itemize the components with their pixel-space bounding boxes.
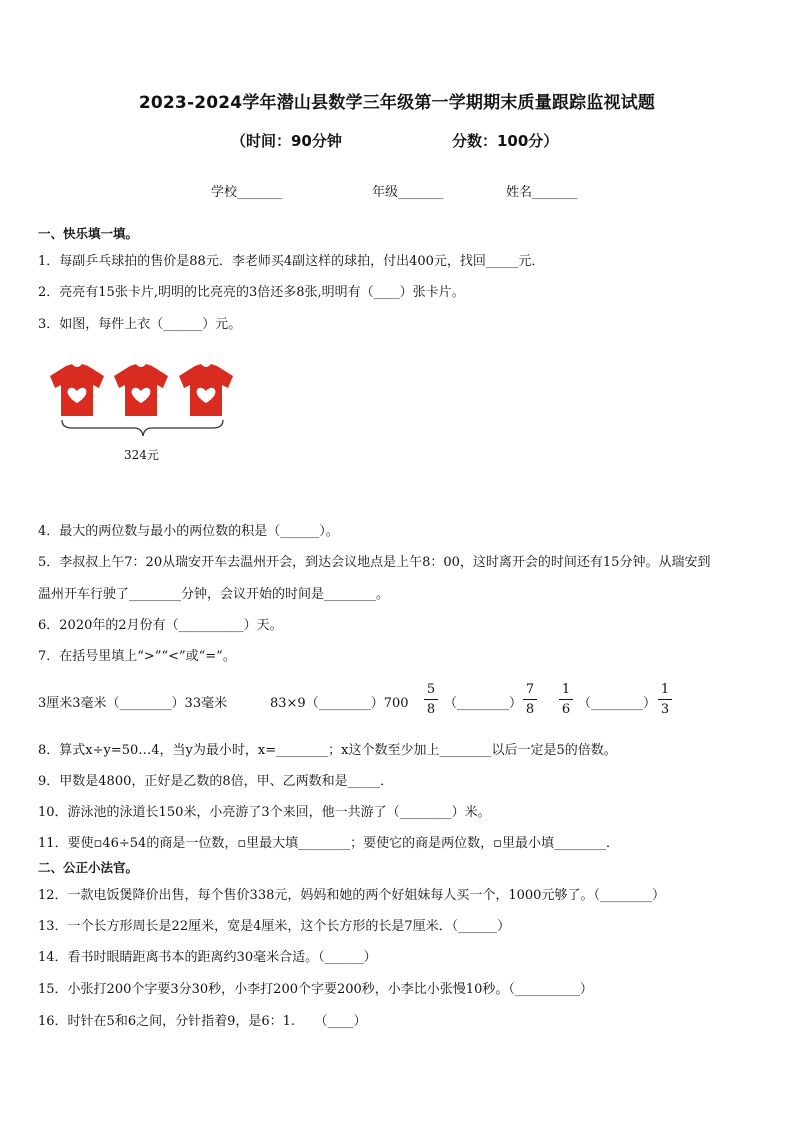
- exam-score: 分数：100分）: [452, 132, 559, 150]
- shirt-icon: [179, 364, 233, 416]
- compare-item-b: 83×9（________）700: [270, 696, 409, 711]
- compare-item-a: 3厘米3毫米（________）33毫米: [38, 696, 228, 711]
- denominator: 8: [525, 702, 535, 717]
- compare-blank-d: （________）: [578, 696, 657, 711]
- fraction-7-8: [523, 681, 537, 718]
- shirt-icon: [114, 364, 168, 416]
- brace: [62, 420, 223, 436]
- question-1: 1．每副乒乓球拍的售价是88元．李老师买4副这样的球拍，付出400元，找回_____元．: [38, 254, 545, 269]
- question-8: 8．算式x÷y=50…4，当y为最小时，x=________；x这个数至少加上________以后一定是5的倍数。: [38, 743, 617, 758]
- question-4: 4．最大的两位数与最小的两位数的积是（______）。: [38, 524, 339, 539]
- exam-title: 2023-2024学年潜山县数学三年级第一学期期末质量跟踪监视试题: [138, 93, 656, 113]
- fraction-1-6: [559, 681, 573, 718]
- question-5-line-2: 温州开车行驶了________分钟，会议开始的时间是________。: [38, 587, 390, 602]
- question-7: 7．在括号里填上“>”“<”或“=”。: [38, 649, 236, 664]
- question-13: 13．一个长方形周长是22厘米，宽是4厘米，这个长方形的长是7厘米．（______）: [38, 919, 511, 934]
- question-3: 3．如图，每件上衣（______）元。: [38, 317, 242, 332]
- question-15: 15．小张打200个字要3分30秒，小李打200个字要200秒，小李比小张慢10秒。（__________）: [38, 982, 593, 997]
- question-6: 6．2020年的2月份有（__________）天。: [38, 618, 283, 633]
- question-12: 12．一款电饭煲降价出售，每个售价338元，妈妈和她的两个好姐妹每人买一个，1000元够了。（________）: [38, 888, 665, 903]
- fraction-5-8: [424, 681, 438, 718]
- section-1-title: 一、快乐填一填。: [38, 226, 139, 241]
- fraction-1-3: [658, 681, 672, 718]
- section-2-title: 二、公正小法官。: [38, 860, 139, 875]
- denominator: 3: [660, 702, 670, 717]
- denominator: 6: [561, 702, 571, 717]
- name-field: 姓名_______: [506, 185, 578, 200]
- grade-field: 年级_______: [372, 185, 444, 200]
- question-14: 14．看书时眼睛距离书本的距离约30毫米合适。（______）: [38, 950, 377, 965]
- school-field: 学校_______: [211, 185, 283, 200]
- exam-time: （时间：90分钟: [231, 132, 342, 150]
- question-9: 9．甲数是4800，正好是乙数的8倍，甲、乙两数和是_____．: [38, 774, 394, 789]
- shirts-total-label: 324元: [124, 448, 159, 462]
- question-2: 2．亮亮有15张卡片,明明的比亮亮的3倍还多8张,明明有（____）张卡片。: [38, 285, 465, 300]
- numerator: 1: [561, 682, 571, 697]
- question-11: 11．要使▫46÷54的商是一位数，▫里最大填________；要使它的商是两位数，▫里最小填________．: [38, 836, 619, 851]
- numerator: 5: [426, 682, 436, 697]
- question-16: 16．时针在5和6之间，分针指着9，是6：1. （____）: [38, 1014, 367, 1029]
- shirt-icon: [50, 364, 104, 416]
- numerator: 7: [525, 682, 535, 697]
- numerator: 1: [660, 682, 670, 697]
- compare-blank-c: （________）: [444, 696, 523, 711]
- question-5-line-1: 5．李叔叔上午7：20从瑞安开车去温州开会，到达会议地点是上午8：00，这时离开会的时间还有15分钟。从瑞安到: [38, 555, 711, 570]
- question-10: 10．游泳池的泳道长150米，小亮游了3个来回，他一共游了（________）米。: [38, 805, 491, 820]
- denominator: 8: [426, 702, 436, 717]
